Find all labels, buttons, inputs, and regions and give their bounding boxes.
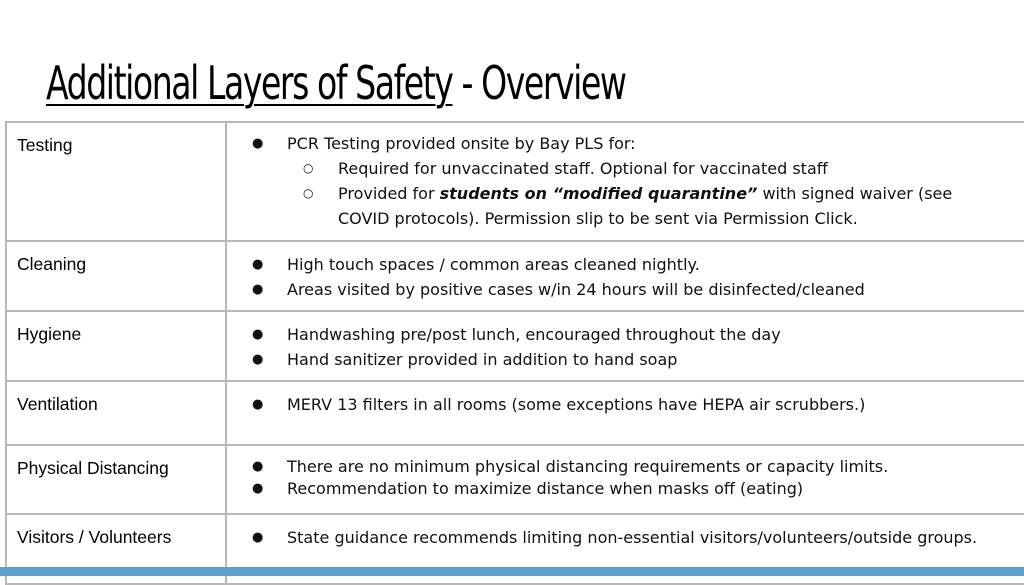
layer-details-cell — [226, 381, 1024, 445]
bullet-list — [227, 446, 1024, 500]
table-row — [6, 311, 1024, 381]
bullet-text: Areas visited by positive cases w/in 24 hours will be disinfected/cleaned — [287, 280, 865, 299]
table-row — [6, 381, 1024, 445]
layer-details-cell — [226, 311, 1024, 381]
layer-details-cell — [226, 241, 1024, 311]
bullet-icon: ● — [252, 352, 264, 367]
bullet-item — [227, 456, 1024, 478]
table-row — [6, 445, 1024, 514]
bullet-icon: ● — [252, 257, 264, 272]
sub-bullet-text: Required for unvaccinated staff. Optional for vaccinated staff — [338, 159, 828, 178]
bullet-text: There are no minimum physical distancing requirements or capacity limits. — [287, 457, 889, 476]
layer-details-cell — [226, 122, 1024, 241]
layer-name-cell — [6, 311, 226, 381]
slide-title — [46, 52, 626, 114]
bullet-item — [227, 131, 1024, 156]
slide-title-suffix: - Overview — [452, 56, 626, 110]
layer-name-cell — [6, 122, 226, 241]
bullet-text: Recommendation to maximize distance when masks off (eating) — [287, 479, 804, 498]
bullet-item — [227, 322, 1024, 347]
bullet-icon: ● — [252, 136, 264, 151]
bullet-text: State guidance recommends limiting non-essential visitors/volunteers/outside groups. — [287, 528, 978, 547]
layer-name-cell — [6, 445, 226, 514]
bottom-accent-bar — [0, 567, 1024, 576]
bullet-text: PCR Testing provided onsite by Bay PLS for: — [287, 134, 636, 153]
bullet-item — [227, 478, 1024, 500]
layer-name: Physical Distancing — [17, 458, 169, 478]
layer-name: Hygiene — [17, 324, 82, 344]
layer-name: Testing — [17, 135, 73, 155]
bullet-list — [227, 515, 1024, 550]
bullet-list — [227, 382, 1024, 417]
bullet-icon: ● — [252, 530, 264, 545]
bullet-text: MERV 13 filters in all rooms (some exceptions have HEPA air scrubbers.) — [287, 395, 866, 414]
bullet-list — [227, 123, 1024, 231]
layer-name: Visitors / Volunteers — [17, 527, 172, 547]
bullet-list — [227, 242, 1024, 302]
layer-name-cell — [6, 241, 226, 311]
bullet-list — [227, 312, 1024, 372]
bullet-icon: ● — [252, 481, 264, 496]
sub-bullet-item — [227, 156, 1024, 181]
bullet-item — [227, 392, 1024, 417]
bullet-icon: ● — [252, 459, 264, 474]
bullet-text: Hand sanitizer provided in addition to hand soap — [287, 350, 678, 369]
bullet-icon: ● — [252, 397, 264, 412]
slide-title-main: Additional Layers of Safety — [46, 56, 453, 110]
bullet-item — [227, 277, 1024, 302]
bullet-text: High touch spaces / common areas cleaned nightly. — [287, 255, 700, 274]
table-row — [6, 241, 1024, 311]
bullet-item — [227, 252, 1024, 277]
layer-name-cell — [6, 381, 226, 445]
table-row — [6, 122, 1024, 241]
sub-bullet-emphasis: students on “modified quarantine” — [439, 184, 758, 203]
bullet-item — [227, 347, 1024, 372]
sub-bullet-text-before: Provided for — [338, 184, 440, 203]
sub-bullet-item — [227, 181, 1024, 231]
layer-name: Cleaning — [17, 254, 87, 274]
layer-name: Ventilation — [17, 394, 98, 414]
sub-bullet-text-after: with signed waiver (see COVID protocols). Permission slip to be sent via Permission Click. — [338, 184, 953, 228]
bullet-icon: ● — [252, 282, 264, 297]
sub-bullet-icon: ○ — [303, 161, 314, 175]
bullet-item — [227, 525, 1024, 550]
sub-bullet-icon: ○ — [303, 186, 314, 200]
bullet-icon: ● — [252, 327, 264, 342]
layer-details-cell — [226, 445, 1024, 514]
safety-layers-table — [5, 121, 1024, 585]
bullet-text: Handwashing pre/post lunch, encouraged throughout the day — [287, 325, 781, 344]
